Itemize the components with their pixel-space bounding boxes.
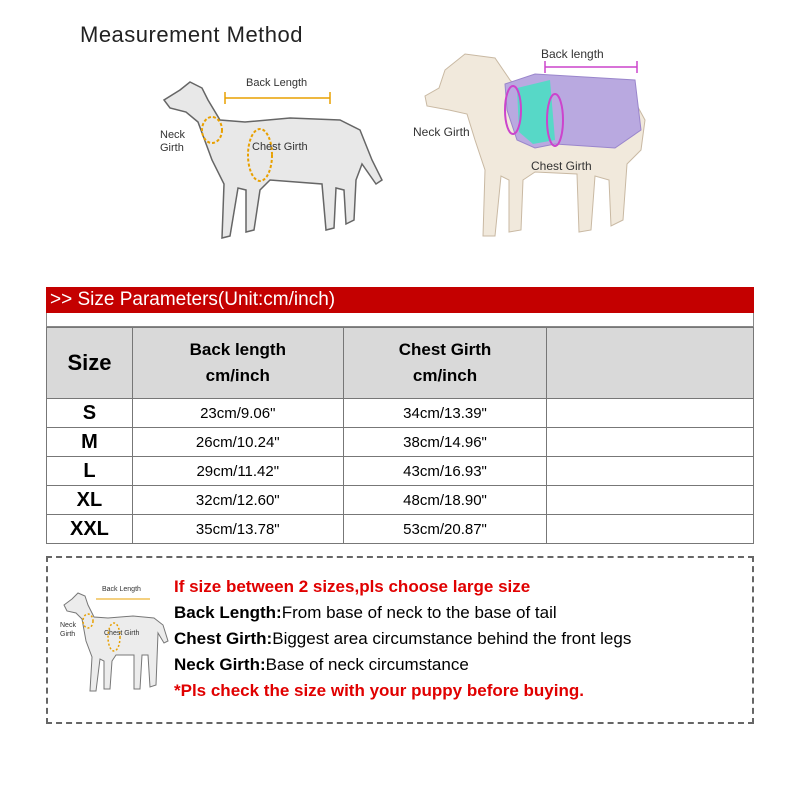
small-neck-label-2: Girth <box>60 631 76 638</box>
neck-girth-label-right: Neck Girth <box>413 125 470 139</box>
header-chest-line2: cm/inch <box>412 366 478 385</box>
neck-label-1: Neck <box>160 129 186 141</box>
dog-coat-illustration <box>405 40 665 245</box>
table-row <box>47 515 754 544</box>
chest-cell: 53cm/20.87" <box>343 515 547 544</box>
header-chest-girth <box>343 328 547 399</box>
header-back-length <box>132 328 343 399</box>
size-cell: XL <box>47 486 133 515</box>
note-neck-girth <box>174 652 631 678</box>
table-row <box>47 486 754 515</box>
empty-cell <box>547 428 754 457</box>
note-size-advice: If size between 2 sizes,pls choose large size <box>174 577 531 596</box>
chest-cell: 48cm/18.90" <box>343 486 547 515</box>
note-check-size: *Pls check the size with your puppy before buying. <box>174 681 584 700</box>
note-chest-label: Chest Girth: <box>174 629 273 648</box>
back-cell: 26cm/10.24" <box>132 428 343 457</box>
size-parameters-banner: >> Size Parameters(Unit:cm/inch) <box>46 287 754 313</box>
dog-outline-small <box>58 575 176 695</box>
header-size: Size <box>47 328 133 399</box>
chest-cell: 43cm/16.93" <box>343 457 547 486</box>
table-header-row <box>47 328 754 399</box>
back-cell: 35cm/13.78" <box>132 515 343 544</box>
note-back-label: Back Length: <box>174 603 282 622</box>
size-cell: XXL <box>47 515 133 544</box>
small-chest-girth-label: Chest Girth <box>104 630 140 637</box>
empty-cell <box>547 515 754 544</box>
small-neck-label-1: Neck <box>60 622 76 629</box>
note-back-length <box>174 600 631 626</box>
table-row <box>47 428 754 457</box>
note-neck-label: Neck Girth: <box>174 655 266 674</box>
table-spacer-row <box>46 313 754 327</box>
size-cell: M <box>47 428 133 457</box>
chest-girth-label-right: Chest Girth <box>531 159 592 173</box>
back-cell: 32cm/12.60" <box>132 486 343 515</box>
chest-cell: 38cm/14.96" <box>343 428 547 457</box>
empty-cell <box>547 457 754 486</box>
header-empty <box>547 328 754 399</box>
note-back-text: From base of neck to the base of tail <box>281 603 557 622</box>
empty-cell <box>547 399 754 428</box>
small-back-length-label: Back Length <box>102 586 141 593</box>
size-table <box>46 327 754 544</box>
note-chest-girth <box>174 626 631 652</box>
notes-text <box>174 574 631 704</box>
neck-label-2: Girth <box>160 142 184 154</box>
note-chest-text: Biggest area circumstance behind the front legs <box>272 629 632 648</box>
empty-cell <box>547 486 754 515</box>
page-title: Measurement Method <box>80 22 303 47</box>
chest-girth-label: Chest Girth <box>252 141 308 153</box>
header-back-line2: cm/inch <box>205 366 270 385</box>
note-neck-text: Base of neck circumstance <box>265 655 469 674</box>
back-length-label: Back Length <box>246 77 308 89</box>
chest-cell: 34cm/13.39" <box>343 399 547 428</box>
back-cell: 29cm/11.42" <box>132 457 343 486</box>
dog-outline-diagram <box>150 60 390 250</box>
back-cell: 23cm/9.06" <box>132 399 343 428</box>
size-cell: L <box>47 457 133 486</box>
table-row <box>47 457 754 486</box>
table-row <box>47 399 754 428</box>
size-cell: S <box>47 399 133 428</box>
header-chest-line1: Chest Girth <box>398 340 492 359</box>
header-back-line1: Back length <box>189 340 286 359</box>
back-length-label-right: Back length <box>541 47 604 61</box>
